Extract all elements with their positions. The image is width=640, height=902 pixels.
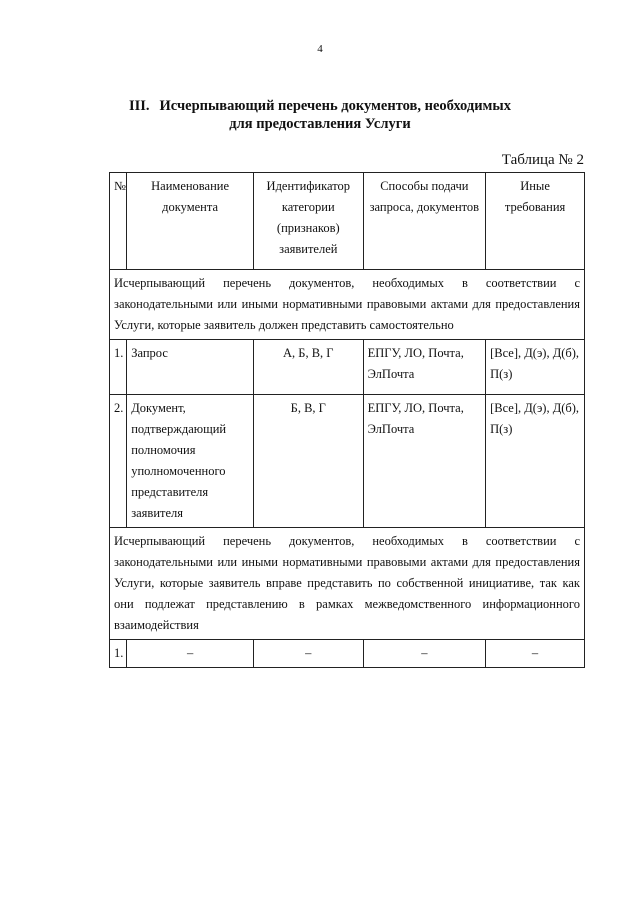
header-document-name: Наименование документа	[127, 173, 254, 270]
section-title	[0, 97, 640, 133]
table-row	[110, 340, 585, 395]
row-methods: ЕПГУ, ЛО, Почта, ЭлПочта	[363, 340, 486, 395]
row-categories: –	[253, 640, 363, 668]
table-row	[110, 395, 585, 528]
group-heading-optional: Исчерпывающий перечень документов, необходимых в соответствии с законодательными или иными нормативными правовыми актами для предоставления Услуги, которые заявитель вправе представить по собственной инициативе, так как они подлежат представлению в рамках межведомственного информационного взаимодействия	[110, 528, 585, 640]
section-number: III.	[128, 98, 150, 114]
row-number: 2.	[110, 395, 127, 528]
table-row	[110, 640, 585, 668]
row-document-name: Запрос	[127, 340, 254, 395]
header-other-requirements: Иные требования	[486, 173, 585, 270]
section-title-line-2: для предоставления Услуги	[229, 116, 411, 132]
section-title-line-1	[0, 97, 640, 115]
row-document-name: Документ, подтверждающий полномочия уполномоченного представителя заявителя	[127, 395, 254, 528]
header-number: №	[110, 173, 127, 270]
row-categories: Б, В, Г	[253, 395, 363, 528]
header-submission-methods: Способы подачи запроса, документов	[363, 173, 486, 270]
table-caption: Таблица № 2	[501, 152, 584, 168]
row-number: 1.	[110, 340, 127, 395]
header-applicant-category: Идентификатор категории (признаков) заявителей	[253, 173, 363, 270]
documents-table	[109, 172, 585, 668]
row-requirements: –	[486, 640, 585, 668]
row-number: 1.	[110, 640, 127, 668]
row-document-name: –	[127, 640, 254, 668]
row-methods: ЕПГУ, ЛО, Почта, ЭлПочта	[363, 395, 486, 528]
table-header-row	[110, 173, 585, 270]
section-title-text-1: Исчерпывающий перечень документов, необходимых	[159, 98, 512, 114]
row-requirements: [Все], Д(э), Д(б), П(з)	[486, 395, 585, 528]
group-heading-row-optional	[110, 528, 585, 640]
group-heading-mandatory: Исчерпывающий перечень документов, необходимых в соответствии с законодательными или иными нормативными правовыми актами для предоставления Услуги, которые заявитель должен представить самостоятельно	[110, 270, 585, 340]
row-requirements: [Все], Д(э), Д(б), П(з)	[486, 340, 585, 395]
page-number: 4	[317, 43, 323, 55]
group-heading-row-mandatory	[110, 270, 585, 340]
row-categories: А, Б, В, Г	[253, 340, 363, 395]
row-methods: –	[363, 640, 486, 668]
